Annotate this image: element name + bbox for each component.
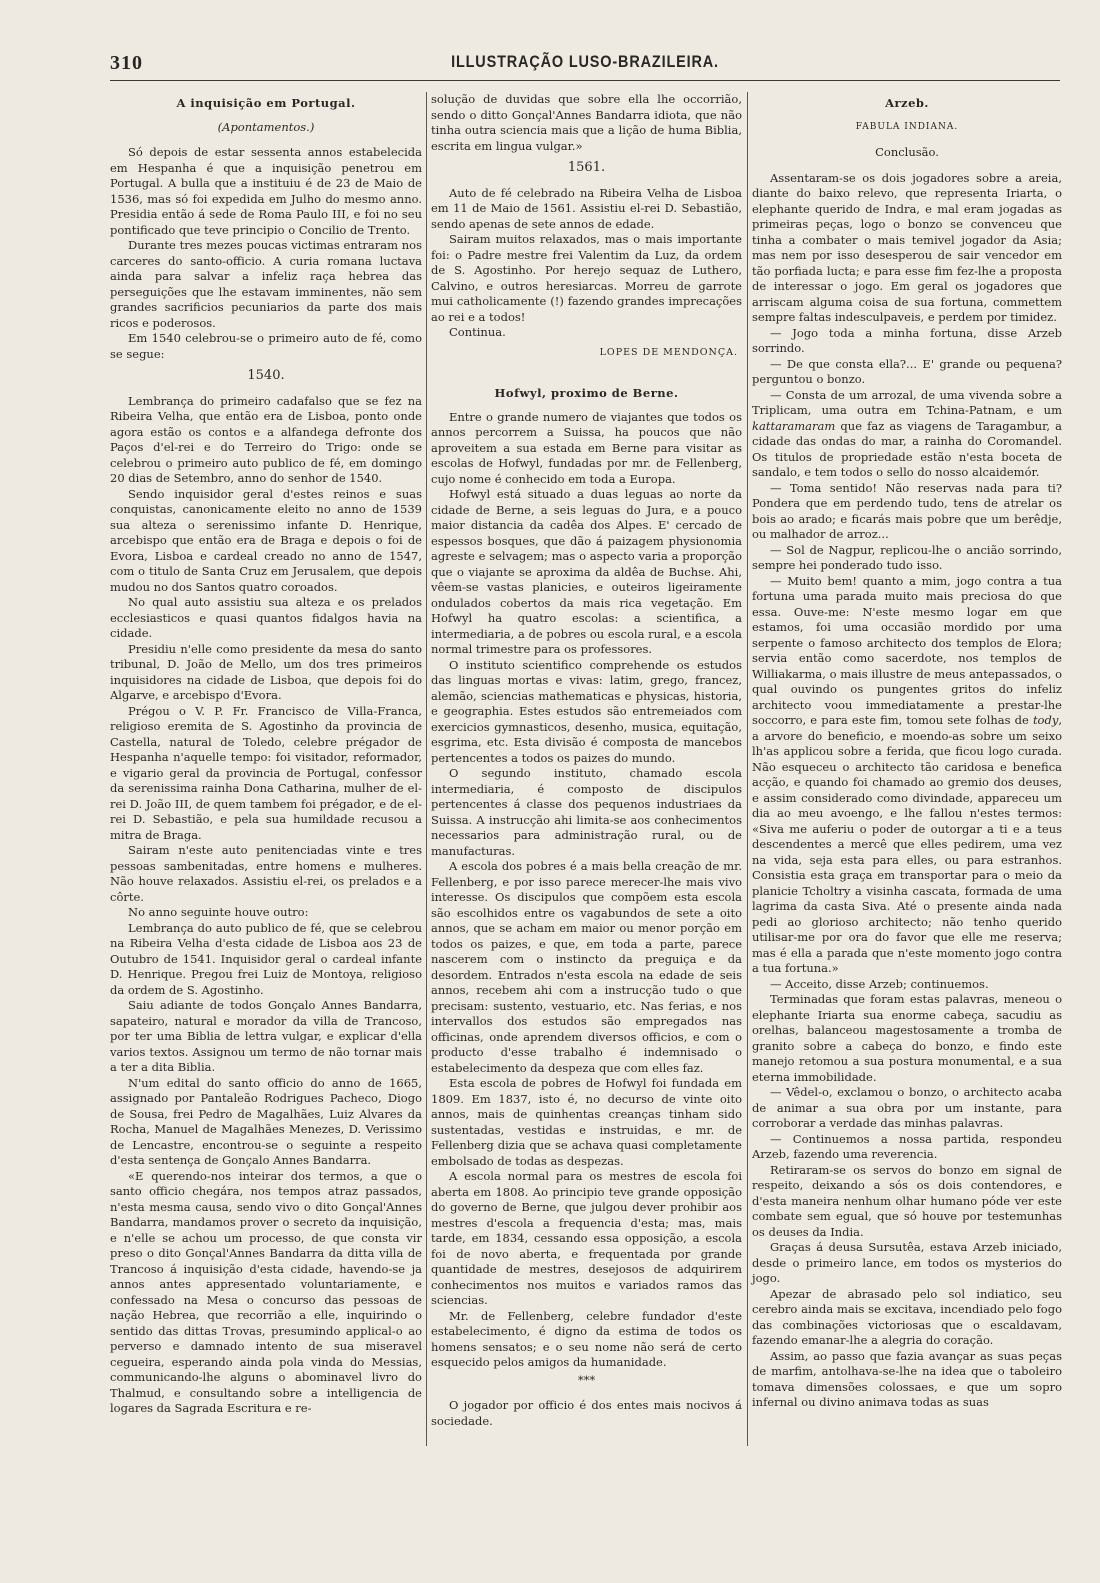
paragraph: «E querendo-nos inteirar dos termos, a que o santo officio chegára, nos tempos atraz passados, n'esta mesma causa, sendo vivo o dito Gonçal'Annes Bandarra, mandamos prover o secreto da inquisição, e n'elle se achou um processo, de que consta vir preso o dito Gonçal'Annes Bandarra da ditta villa de Trancoso á inquisição d'esta cidade, havendo-se ja annos antes appresentado voluntariamente, e confessado na Mesa o concurso das pessoas de nação Hebrea, que recorrião a elle, inquirindo o sentido das dittas Trovas, presumindo applical-o ao perverso e damnado intento de sua miseravel cegueira, esperando ainda pola vinda do Messias, communicando-lhe alguns o abominavel livro do Thalmud, e consultando sobre a intelligencia de logares da Sagrada Escritura e re- (110, 1168, 422, 1415)
paragraph: A escola normal para os mestres de escola foi aberta em 1808. Ao principio teve grande opposição do governo de Berne, que julgou dever prohibir aos mestres d'escola a frequencia d'esta; mas, mais tarde, em 1834, cessando essa opposição, a escola foi de novo aberta, e frequentada por grande quantidade de mestres, desejosos de adquirirem conhecimentos nos muitos e variados ramos das sciencias. (431, 1169, 742, 1307)
emphasized-word: tody (1032, 713, 1059, 727)
paragraph: — De que consta ella?... E' grande ou pequena? perguntou o bonzo. (752, 356, 1062, 386)
paragraph: Auto de fé celebrado na Ribeira Velha de Lisboa em 11 de Maio de 1561. Assistiu el-rei D. Sebastião, sendo apenas de sete annos de edade. (431, 185, 742, 231)
paragraph: Durante tres mezes poucas victimas entraram nos carceres do santo-officio. A curia romana luctava ainda para salvar a infeliz raça hebrea das perseguições que lhe estavam imminentes, não sem grandes sacrificios pecuniarios da parte dos mais ricos e poderosos. (110, 238, 422, 330)
paragraph: Assentaram-se os dois jogadores sobre a areia, diante do baixo relevo, que representa Iriarta, o elephante querido de Indra, e mal eram jogadas as primeiras peças, logo o bonzo se convenceu que tinha a combater o mais temivel jogador da Asia; mas nem por isso desesperou de sair vencedor em tão porfiada lucta; e para esse fim fez-lhe a proposta de interessar o jogo. Em geral os jogadores que arriscam alguma coisa de sua fortuna, commettem sempre faltas indesculpaveis, e perdem por timidez. (752, 170, 1062, 324)
paragraph: — Toma sentido! Não reservas nada para ti? Pondera que em perdendo tudo, tens de atrelar os bois ao arado; e ficarás mais pobre que um berêdje, ou malhador de arroz... (752, 480, 1062, 541)
paragraph: N'um edital do santo officio do anno de 1665, assignado por Pantaleão Rodrigues Pacheco, Diogo de Sousa, frei Pedro de Magalhães, Luiz Alvares da Rocha, Manuel de Magalhães Menezes, D. Verissimo de Lencastre, encontrou-se o seguinte a respeito d'esta sentença de Gonçalo Annes Bandarra. (110, 1075, 422, 1167)
column-3 (752, 92, 1062, 1411)
author-signature: LOPES DE MENDONÇA. (599, 346, 738, 358)
article-title: A inquisição em Portugal. (176, 96, 356, 110)
paragraph: Retiraram-se os servos do bonzo em signal de respeito, deixando a sós os dois contendores, e d'esta maneira nenhum olhar humano póde ver este combate sem egual, que só houve por testemunhas os deuses da India. (752, 1162, 1062, 1239)
paragraph: Sairam muitos relaxados, mas o mais importante foi: o Padre mestre frei Valentim da Luz, da ordem de S. Agostinho. Por herejo sequaz de Luthero, Calvino, e outros heresiarcas. Morreu de garrote mui catholicamente (!) fazendo grandes imprecações ao rei e a todos! (431, 232, 742, 324)
paragraph: — Vêdel-o, exclamou o bonzo, o architecto acaba de animar a sua obra por um instante, para corroborar a verdade das minhas palavras. (752, 1085, 1062, 1130)
conclusion-label: Conclusão. (875, 145, 939, 159)
paragraph: Só depois de estar sessenta annos estabelecida em Hespanha é que a inquisição penetrou em Portugal. A bulla que a instituiu é de 23 de Maio de 1536, mas só foi expedida em Julho do mesmo anno. Presidia então á sede de Roma Paulo III, e foi no seu pontificado que teve principio o Concilio de Trento. (110, 145, 422, 237)
column-1 (110, 92, 422, 1417)
paragraph: No qual auto assistiu sua alteza e os prelados ecclesiasticos e quasi quantos fidalgos havia na cidade. (110, 595, 422, 640)
emphasized-word: kattaramaram (752, 418, 836, 433)
paragraph: Saiu adiante de todos Gonçalo Annes Bandarra, sapateiro, natural e morador da villa de Trancoso, por ter uma Biblia de lettra vulgar, e explicar d'ella varios textos. Assignou um termo de não tornar mais a ter a dita Biblia. (110, 998, 422, 1074)
paragraph: Mr. de Fellenberg, celebre fundador d'este estabelecimento, é digno da estima de todos os homens sensatos; e o seu nome não será de certo esquecido pelos amigos da humanidade. (431, 1308, 742, 1369)
paragraph: Prégou o V. P. Fr. Francisco de Villa-Franca, religioso eremita de S. Agostinho da provincia de Castella, natural de Toledo, celebre prégador de Hespanha n'aquelle tempo: foi visitador, reformador, e vigario geral da provincia de Portugal, confessor da serenissima rainha Dona Catharina, mulher de el-rei D. João III, de quem tambem foi prégador, e de el-rei D. Sebastião, e pela sua humildade recusou a mitra de Braga. (110, 703, 422, 842)
paragraph: Apezar de abrasado pelo sol indiatico, seu cerebro ainda mais se excitava, incendiado pelo fogo das combinações victoriosas que o escaldavam, fazendo emanar-lhe a alegria do coração. (752, 1286, 1062, 1347)
paragraph: O segundo instituto, chamado escola intermediaria, é composto de discipulos pertencentes á classe dos pequenos industriaes da Suissa. A instrucção ahi limita-se aos conhecimentos necessarios para administração rural, ou de manufacturas. (431, 766, 742, 858)
paragraph: O instituto scientifico comprehende os estudos das linguas mortas e vivas: latim, grego, francez, alemão, sciencias mathematicas e physicas, historia, e geographia. Estes estudos são entremeiados com exercicios gymnasticos, desenho, musica, equitação, esgrima, etc. Esta divisão é composta de mancebos pertencentes a todos os paizes do mundo. (431, 657, 742, 765)
year-heading: 1540. (247, 368, 285, 383)
running-title: ILLUSTRAÇÃO LUSO-BRAZILEIRA. (451, 52, 719, 71)
paragraph: Lembrança do primeiro cadafalso que se fez na Ribeira Velha, que então era de Lisboa, ponto onde agora estão os contos e a alfandega defronte dos Paços d'el-rei e do Terreiro do Trigo: onde se celebrou o primeiro auto publico de fé, em domingo 20 dias de Setembro, anno do senhor de 1540. (110, 393, 422, 485)
paragraph: — Consta de um arrozal, de uma vivenda sobre a Triplicam, uma outra em Tchina-Patnam, e um kattaramaram que faz as viagens de Taragambur, a cidade das ondas do mar, a rainha do Coromandel. Os titulos de propriedade estão n'esta boceta de sandalo, e tem todos o sello do nosso alcaidemór. (752, 387, 1062, 479)
paragraph: O jogador por officio é dos entes mais nocivos á sociedade. (431, 1398, 742, 1428)
page-header (110, 48, 1060, 80)
paragraph: Hofwyl está situado a duas leguas ao norte da cidade de Berne, a seis leguas do Jura, e a pouco maior distancia da cadêa dos Alpes. E' cercado de espessos bosques, que dão á paizagem physionomia agreste e selvagem; mas o aspecto varia a proporção que o viajante se aproxima da aldêa de Buchse. Ahi, vêem-se vastas planicies, e outeiros ligeiramente ondulados cobertos da mais rica vegetação. Em Hofwyl ha quatro escolas: a scientifica, a intermediaria, a de pobres ou escola rural, e a escola normal trimestre para os professores. (431, 487, 742, 656)
paragraph: — Acceito, disse Arzeb; continuemos. (770, 976, 989, 991)
article-title: Hofwyl, proximo de Berne. (494, 386, 679, 400)
header-rule (110, 80, 1060, 81)
column-divider (426, 92, 427, 1446)
article-title: Arzeb. (885, 96, 929, 110)
paragraph: Esta escola de pobres de Hofwyl foi fundada em 1809. Em 1837, isto é, no decurso de vinte oito annos, mais de quinhentas creanças tinham sido sustentadas, vestidas e instruidas, e mr. de Fellenberg dizia que se achava quasi completamente embolsado de todas as despezas. (431, 1076, 742, 1168)
paragraph: A escola dos pobres é a mais bella creação de mr. Fellenberg, e por isso parece merecer-lhe mais vivo interesse. Os discipulos que compõem esta escola são escolhidos entre os vagabundos de sete a oito annos, que se acham em maior ou menor porção em todos os paizes, e que, em toda a parte, parece nascerem com o instincto da preguiça e da desordem. Entrados n'esta escola na edade de seis annos, recebem ahi com a instrucção tudo o que precisam: sustento, vestuario, etc. Nas ferias, e nos intervallos dos estudos são empregados nas officinas, onde aprendem diversos officios, e com o producto d'esse trabalho é indemnisado o estabelecimento da despeza que com elles faz. (431, 859, 742, 1075)
paragraph: solução de duvidas que sobre ella lhe occorrião, sendo o ditto Gonçal'Annes Bandarra idiota, que não tinha outra sciencia mais que a lição de huma Biblia, escrita em lingua vulgar.» (431, 92, 742, 153)
paragraph: Entre o grande numero de viajantes que todos os annos percorrem a Suissa, ha poucos que não aproveitem a sua estada em Berne para visitar as escolas de Hofwyl, fundadas por mr. de Fellenberg, cujo nome é conhecido em toda a Europa. (431, 409, 742, 486)
paragraph: Terminadas que foram estas palavras, meneou o elephante Iriarta sua enorme cabeça, sacudiu as orelhas, balanceou magestosamente a tromba de granito sobre a cabeça do bonzo, e findo este manejo retomou a sua postura monumental, e a sua eterna immobilidade. (752, 992, 1062, 1084)
paragraph: Sendo inquisidor geral d'estes reinos e suas conquistas, canonicamente eleito no anno de 1539 sua alteza o serenissimo infante D. Henrique, arcebispo que então era de Braga e depois o foi de Evora, Lisboa e cardeal creado no anno de 1547, com o titulo de Santa Cruz em Jerusalem, que depois mudou no dos Santos quatro coroados. (110, 486, 422, 594)
page-number: 310 (110, 52, 143, 74)
paragraph: — Continuemos a nossa partida, respondeu Arzeb, fazendo uma reverencia. (752, 1131, 1062, 1161)
article-subtitle: (Apontamentos.) (217, 119, 315, 134)
year-heading: 1561. (567, 160, 606, 175)
paragraph: Sairam n'este auto penitenciadas vinte e tres pessoas sambenitadas, entre homens e mulheres. Não houve relaxados. Assistiu el-rei, os prelados e a côrte. (110, 843, 422, 904)
paragraph: No anno seguinte houve outro: (128, 905, 309, 919)
paragraph: Graças á deusa Sursutêa, estava Arzeb iniciado, desde o primeiro lance, em todos os mysterios do jogo. (752, 1240, 1062, 1285)
paragraph: — Jogo toda a minha fortuna, disse Arzeb sorrindo. (752, 325, 1062, 355)
column-2 (431, 92, 742, 1429)
paragraph: — Sol de Nagpur, replicou-lhe o ancião sorrindo, sempre hei ponderado tudo isso. (752, 542, 1062, 572)
paragraph: — Muito bem! quanto a mim, jogo contra a tua fortuna uma parada muito mais preciosa do que essa. Ouve-me: N'este mesmo logar em que estamos, foi uma occasião mordido por uma serpente o famoso architecto dos templos de Elora; servia então como sacerdote, nos templos de Williakarma, o mais illustre de meus antepassados, o qual ouvindo os pungentes gritos do infeliz architecto voou immediatamente a prestar-lhe soccorro, e para este fim, tomou sete folhas de tody, a arvore do beneficio, e moendo-as sobre um seixo lh'as applicou sobre a ferida, que ficou logo curada. Não esqueceu o architecto tão caridosa e benefica acção, e quando foi chamado ao gremio dos deuses, e assim considerado como divindade, appareceu um dia ao meu avoengo, e lhe fallou n'estes termos: «Siva me auferiu o poder de outorgar a ti e a teus descendentes a mercê que elles pedirem, uma vez na vida, seja esta para elles, ou para estranhos. Consistia esta graça em transportar para o meio da planicie Tcholtry a visinha cascata, formada de uma lagrima da casta Siva. Até o presente ainda nada pedi ao glorioso architecto; não tenho querido utilisar-me por ora do favor que elle me reserva; mas é ella a parada que n'este momento jogo contra a tua fortuna.» (752, 573, 1062, 975)
paragraph: Continua. (449, 325, 506, 339)
paragraph: Presidiu n'elle como presidente da mesa do santo tribunal, D. João de Mello, um dos tres primeiros inquisidores na cidade de Lisboa, que depois foi do Algarve, e arcebispo d'Evora. (110, 641, 422, 702)
section-stars: *** (577, 1372, 596, 1387)
paragraph: Em 1540 celebrou-se o primeiro auto de fé, como se segue: (110, 331, 422, 361)
article-subtitle: FABULA INDIANA. (855, 121, 959, 132)
column-divider (747, 92, 748, 1446)
paragraph: Lembrança do auto publico de fé, que se celebrou na Ribeira Velha d'esta cidade de Lisboa aos 23 de Outubro de 1541. Inquisidor geral o cardeal infante D. Henrique. Pregou frei Luiz de Montoya, religioso da ordem de S. Agostinho. (110, 920, 422, 997)
paragraph: Assim, ao passo que fazia avançar as suas peças de marfim, antolhava-se-lhe na idea que o taboleiro tomava dimensões colossaes, e que um sopro infernal ou divino animava todas as suas (752, 1348, 1062, 1409)
